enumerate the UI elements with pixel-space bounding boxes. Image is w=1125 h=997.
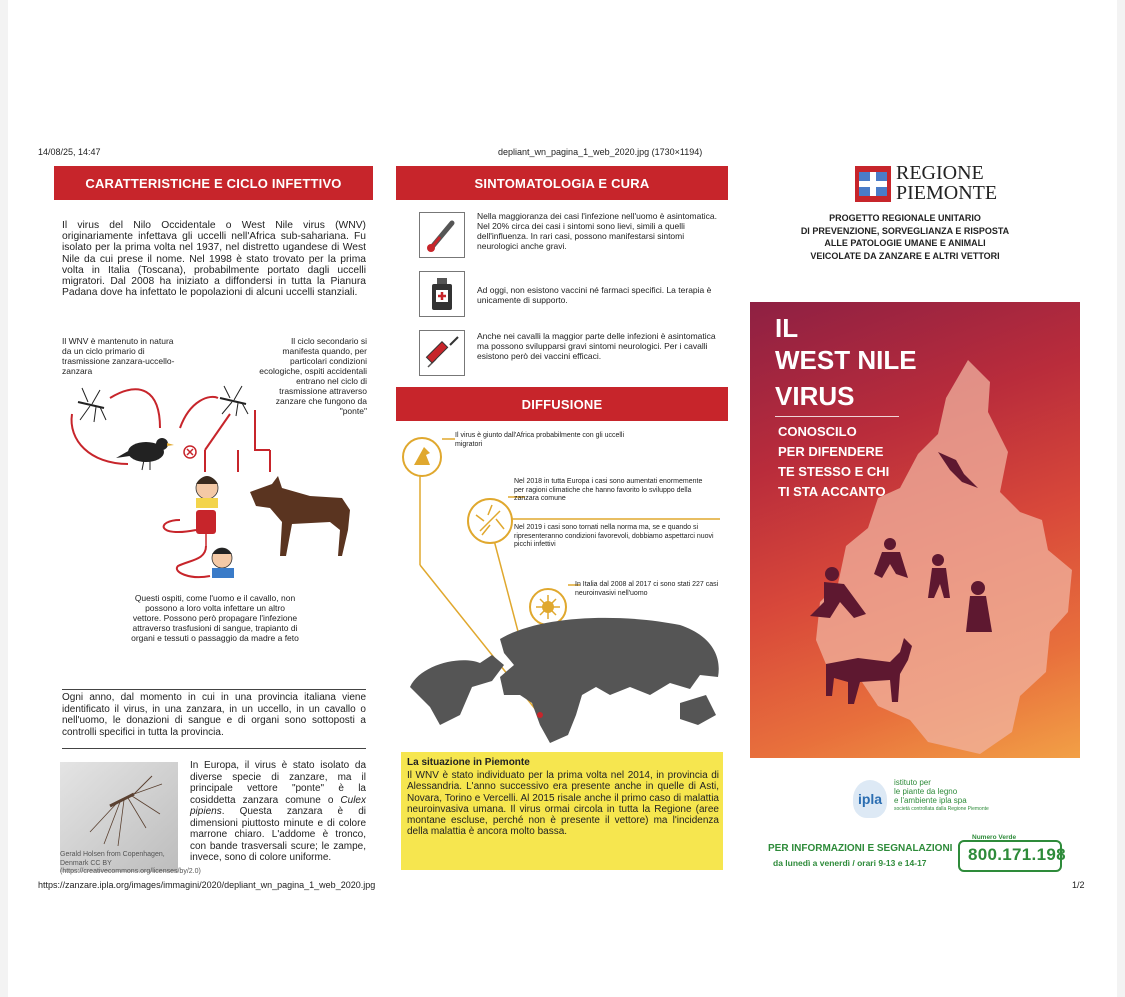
diffusion-text-3: Nel 2019 i casi sono tornati nella norma ma, se e quando si ripresenteranno condizioni favorevoli, dobbiamo aspettarci nuovi picchi infettivi [514,524,714,548]
diffusion-text-1: Il virus è giunto dall'Africa probabilmente con gli uccelli migratori [455,432,625,448]
medicine-bottle-icon [419,271,465,317]
poster-west-nile [750,302,1080,758]
poster-subtitle: CONOSCILO PER DIFENDERE TE STESSO E CHI TI STA ACCANTO [778,424,890,499]
poster-divider [775,416,899,417]
symptom-text-2: Ad oggi, non esistono vaccini né farmaci specifici. La terapia è unicamente di supporto. [477,285,712,305]
numero-verde-label: Numero Verde [972,834,1017,841]
print-doc-title: depliant_wn_pagina_1_web_2020.jpg (1730×1194) [498,147,703,157]
symptom-text-3: Anche nei cavalli la maggior parte delle infezioni è asintomatica ma possono svilupparsi gravi sintomi neurologici. Per i cavalli esistono però dei vaccini efficaci. [477,331,716,361]
symptom-text-1: Nella maggioranza dei casi l'infezione nell'uomo è asintomatica. Nel 20% circa dei casi i sintomi sono lievi, simili a quelli dell'influenza. In rari casi, possono manifestarsi sintomi neurologici anche gravi. [477,211,717,251]
cycle-primary-text: Il WNV è mantenuto in natura da un ciclo primario di trasmissione zanzara-uccello-zanzara [62,336,175,376]
poster-title-1: IL [775,313,799,343]
diffusion-text-4: In Italia dal 2008 al 2017 ci sono stati 227 casi neuroinvasivi nell'uomo [575,581,719,597]
divider [62,689,366,690]
mosquito-icon [220,386,248,416]
cycle-secondary-text: Il ciclo secondario si manifesta quando, per particolari condizioni ecologiche, ospiti accidentali entrano nel ciclo di trasmissione attraverso zanzare che fungono da "ponte" [259,336,367,416]
yearly-controls-text: Ogni anno, dal momento in cui in una provincia italiana viene identificato il virus, in una zanzara, in un uccello, in un cavallo o nell'uomo, le donazioni di sangue e di organi sono sottoposti a controlli specifici in tutta la provincia. [62,692,366,738]
ipla-subtitle: società controllata dalla Regione Piemonte [894,806,989,812]
info-title: PER INFORMAZIONI E SEGNALAZIONI [768,843,953,854]
mosquito-icon [78,388,106,422]
mosquito-icon [468,499,512,543]
phone-number[interactable]: 800.171.198 [968,845,1066,864]
photo-credit: Gerald Holsen from Copenhagen, Denmark CC BY (https://creativecommons.org/licenses/by/2.0) [60,851,201,875]
banner-diffusione: DIFFUSIONE [396,387,728,421]
woman-icon [196,476,218,508]
virus-icon [530,589,566,625]
poster-title-2: WEST NILE [775,345,917,375]
print-datetime: 14/08/25, 14:47 [38,147,101,157]
horse-icon [250,476,350,556]
thermometer-icon [419,212,465,258]
ipla-logo: ipla [853,780,887,818]
blackbird-icon [116,438,174,470]
regione-crest-icon [855,166,891,202]
project-text: PROGETTO REGIONALE UNITARIO DI PREVENZIONE, SORVEGLIANZA E RISPOSTA ALLE PATOLOGIE UMANE E ANIMALI VEICOLATE DA ZANZARE E ALTRI VETTORI [800,213,1010,261]
syringe-icon [419,330,465,376]
print-page-number: 1/2 [1072,880,1085,890]
logo-regione: REGIONE [896,162,984,184]
diffusion-text-2: Nel 2018 in tutta Europa i casi sono aumentati enormemente per ragioni climatiche che hanno favorito lo sviluppo della zanzara comune [514,478,703,502]
poster-title-3: VIRUS [775,381,855,411]
blood-bag-icon [196,510,216,546]
bird-icon [403,438,441,476]
logo-piemonte: PIEMONTE [896,182,998,204]
man-icon [212,548,234,578]
europe-vector-text: In Europa, il virus è stato isolato da diverse specie di zanzare, ma il principale vettore "ponte" è la cosiddetta zanzara comune o Culex pipiens. Questa zanzara è di dimensioni piuttosto minute e di colore marrone chiaro. L'addome è tronco, con bande trasversali scure; le zampe, invece, sono di colore uniforme. [190,760,366,863]
piemonte-title: La situazione in Piemonte [407,757,530,768]
banner-caratteristiche: CARATTERISTICHE E CICLO INFETTIVO [54,166,373,200]
intro-paragraph: Il virus del Nilo Occidentale o West Nile virus (WNV) originariamente infettava gli uccelli nell'Africa sub-sahariana. Fu isolato per la prima volta nel 1937, nel distretto ugandese di West Nile da cui prese il nome. Nel 1998 è stato trovato per la prima volta in Italia (Toscana), probabilmente portato dagli uccelli migratori. Dal 2008 ha iniziato a diffondersi in tutta la Pianura Padana dove ha infettato le popolazioni di alcuni uccelli stanziali. [62,220,366,299]
hosts-text: Questi ospiti, come l'uomo e il cavallo, non possono a loro volta infettare un altro vettore. Possono però propagare l'infezione attraverso trasfusioni di sangue, trapianto di organi e tessuti o passaggio da madre a feto [131,593,299,643]
print-url: https://zanzare.ipla.org/images/immagini/2020/depliant_wn_pagina_1_web_2020.jpg [38,880,376,890]
banner-sintomatologia: SINTOMATOLOGIA E CURA [396,166,728,200]
ipla-name: istituto per le piante da legno e l'ambiente ipla spa [894,778,967,805]
world-map [410,618,719,743]
divider [62,748,366,749]
transmission-cycle-diagram [60,380,360,590]
info-hours: da lunedì a venerdì / orari 9-13 e 14-17 [773,858,927,868]
piemonte-text: Il WNV è stato individuato per la prima volta nel 2014, in provincia di Alessandria. L'anno successivo era presente anche in quelle di Asti, Novara, Torino e Vercelli. Al 2015 risale anche il primo caso di malattia neuroinvasiva umana. Il virus ormai circola in tutta la Regione (aree montane escluse, perché non è presente il vettore) ma l'incidenza della malattia è ancora molto bassa. [407,770,719,838]
